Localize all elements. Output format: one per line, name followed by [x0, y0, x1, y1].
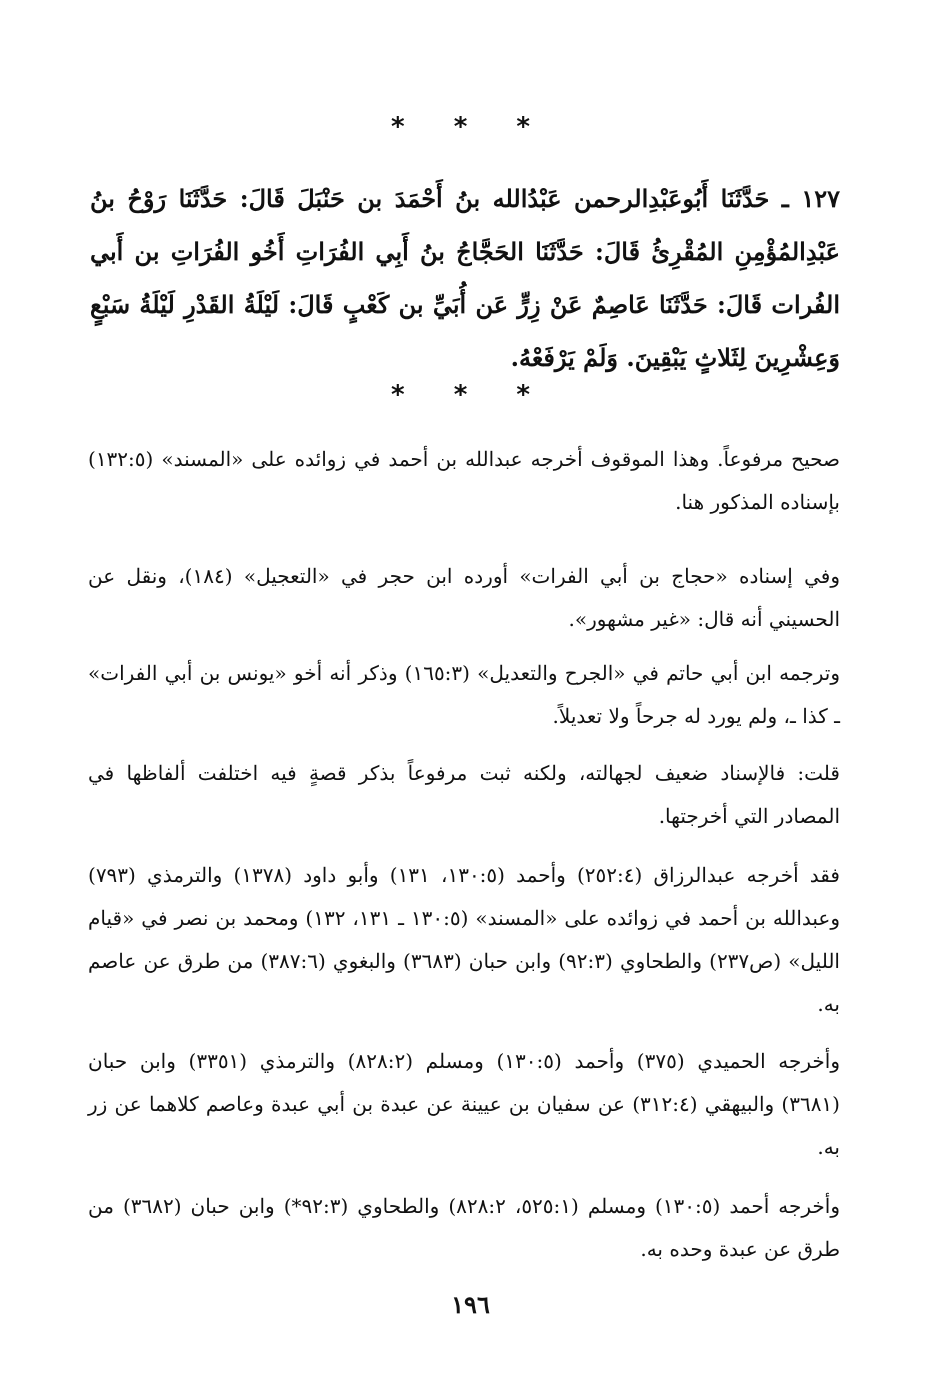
- page-number: ١٩٦: [451, 1290, 490, 1319]
- commentary-paragraph: وأخرجه الحميدي (٣٧٥) وأحمد (١٣٠:٥) ومسلم (٨٢٨:٢) والترمذي (٣٣٥١) وابن حبان (٣٦٨١) والبيهقي (٣١٢:٤) عن سفيان بن عيينة عن عبدة بن أبي عبدة وعاصم كلاهما عن زر به.: [88, 1049, 840, 1159]
- commentary-paragraph: وترجمه ابن أبي حاتم في «الجرح والتعديل» (١٦٥:٣) وذكر أنه أخو «يونس بن أبي الفرات» ـ كذا ـ، ولم يورد له جرحاً ولا تعديلاً.: [88, 661, 840, 728]
- commentary-paragraph: قلت: فالإسناد ضعيف لجهالته، ولكنه ثبت مرفوعاً بذكر قصةٍ فيه اختلفت ألفاظها في المصادر التي أخرجتها.: [88, 761, 840, 828]
- separator-stars-top: * * *: [391, 112, 550, 142]
- commentary-paragraph: فقد أخرجه عبدالرزاق (٢٥٢:٤) وأحمد (١٣٠:٥، ١٣١) وأبو داود (١٣٧٨) والترمذي (٧٩٣) وعبدالله بن أحمد في زوائده على «المسند» (١٣٠:٥ ـ ١٣١، ١٣٢) ومحمد بن نصر في «قيام الليل» (ص٢٣٧) والطحاوي (٩٢:٣) وابن حبان (٣٦٨٣) والبغوي (٣٨٧:٦) من طرق عن عاصم به.: [88, 863, 840, 1016]
- separator-stars-middle: * * *: [391, 380, 550, 410]
- commentary-paragraph: صحيح مرفوعاً. وهذا الموقوف أخرجه عبدالله بن أحمد في زوائده على «المسند» (١٣٢:٥) بإسناده المذكور هنا.: [88, 447, 840, 514]
- hadith-text: ١٢٧ ـ حَدَّثَنَا أَبُوعَبْدِالرحمن عَبْدُالله بنُ أَحْمَدَ بن حَنْبَلَ قَالَ: حَدَّثَنَا رَوْحُ بنُ عَبْدِالمُؤْمِنِ المُقْرِئُ قَالَ: حَدَّثَنَا الحَجَّاجُ بنُ أَبِي الفُرَاتِ أَخُو الفُرَاتِ بن أَبي الفُرات قَالَ: حَدَّثَنَا عَاصِمٌ عَنْ زِرٍّ عَن أُبَيِّ بن كَعْبٍ قَالَ: لَيْلَةُ القَدْرِ لَيْلَةُ سَبْعٍ وَعِشْرِينَ لِثَلاثٍ يَبْقِينَ. وَلَمْ يَرْفَعْهُ.: [90, 184, 840, 372]
- commentary-paragraph: وفي إسناده «حجاج بن أبي الفرات» أورده ابن حجر في «التعجيل» (١٨٤)، ونقل عن الحسيني أنه قال: «غير مشهور».: [88, 564, 841, 631]
- commentary-paragraph: وأخرجه أحمد (١٣٠:٥) ومسلم (٥٢٥:١، ٨٢٨:٢) والطحاوي (٩٢:٣*) وابن حبان (٣٦٨٢) من طرق عن عبدة وحده به.: [88, 1194, 840, 1261]
